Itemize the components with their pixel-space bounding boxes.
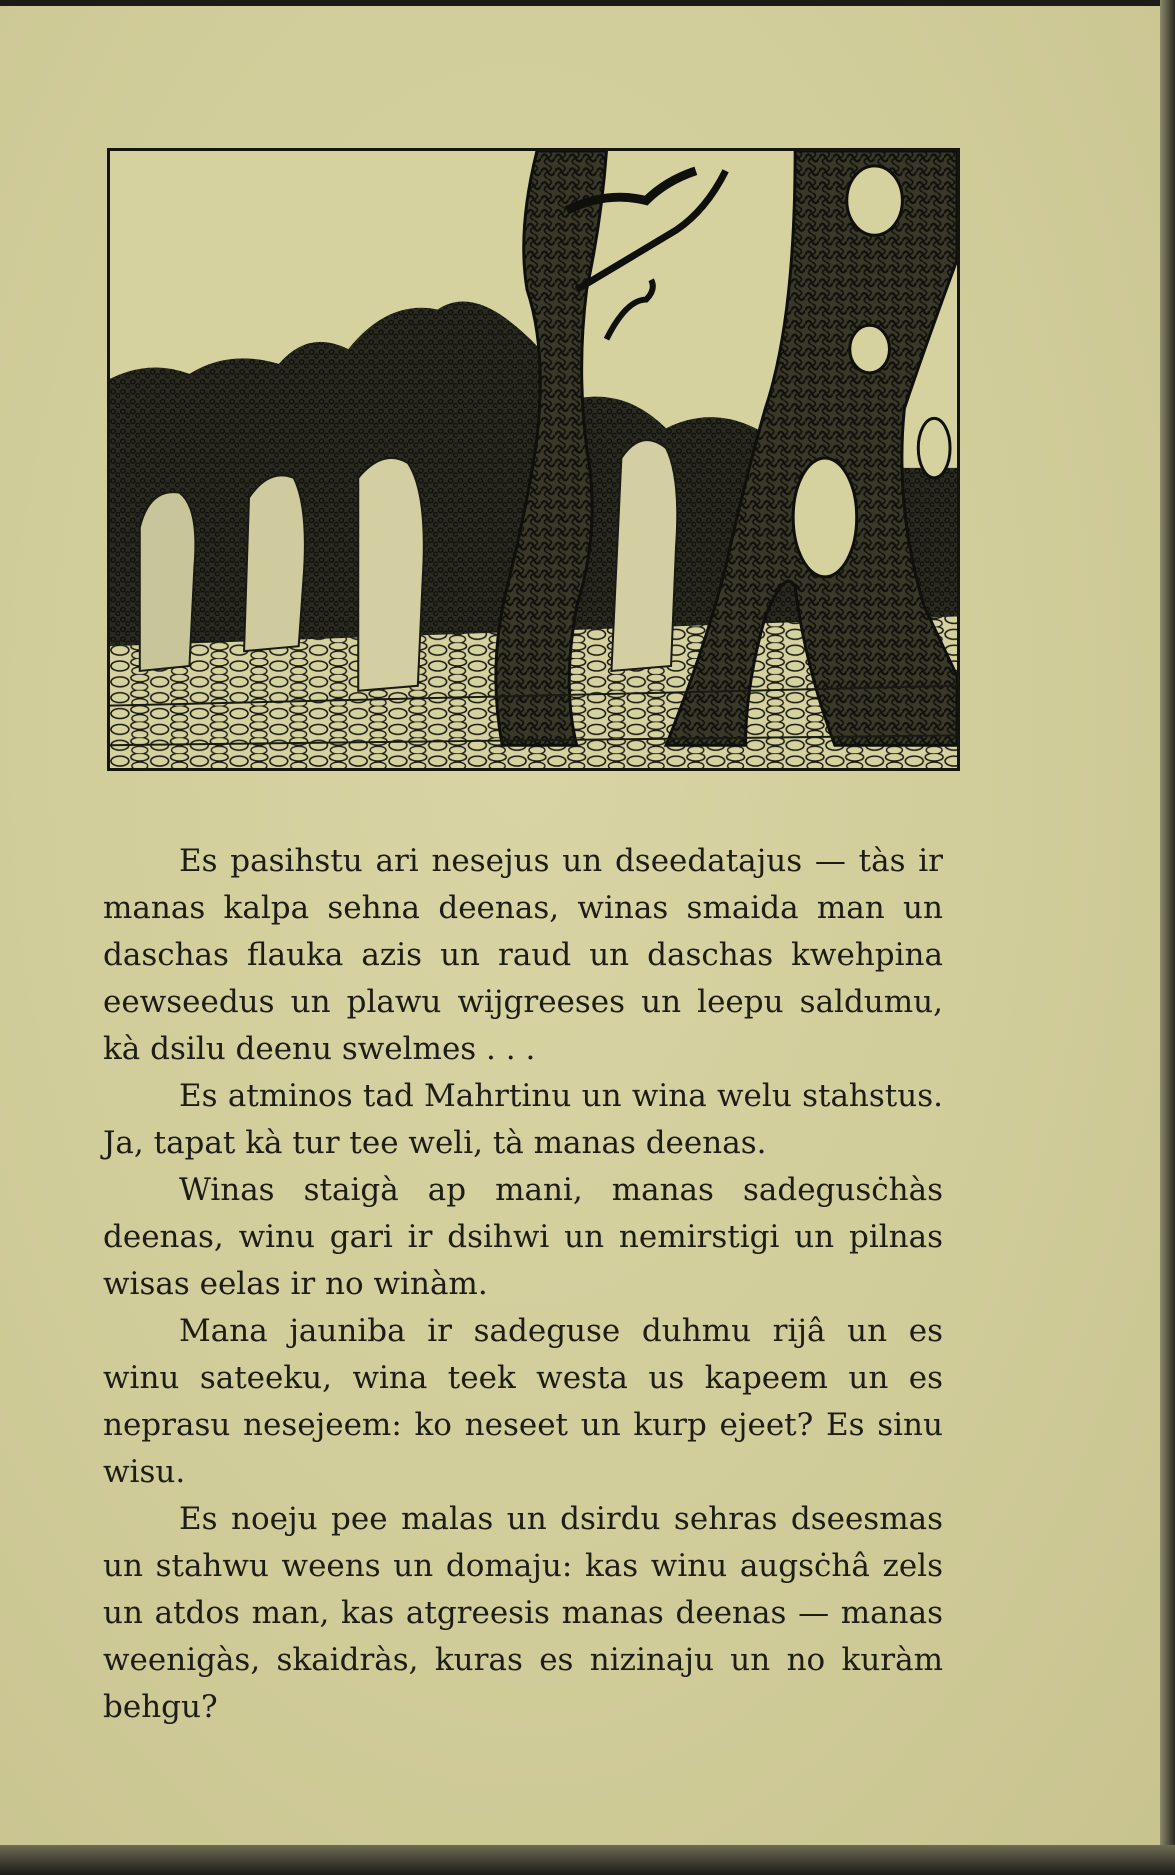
tree-hollow [847,166,903,235]
page-right-edge [1160,0,1175,1875]
figure [140,492,196,671]
paragraph: Es noeju pee malas un dsirdu sehras dseesmas un stahwu weens un domaju: kas winu augsċhâ zels un atdos man, kas atgreesis manas deenas — manas weenigàs, skaidràs, kuras es nizinaju un no kuràm behgu? [103,1501,943,1725]
figure [358,458,424,691]
tree-hollow [850,325,890,373]
figure [611,440,677,671]
ink-drawing [110,151,957,768]
paragraph: Es atminos tad Mahrtinu un wina welu stahstus. Ja, tapat kà tur tee weli, tà manas deenas. [103,1078,943,1161]
tree-hollow [793,458,857,577]
paragraph: Winas staigà ap mani, manas sadegusċhàs deenas, winu gari ir dsihwi un nemirstigi un pilnas wisas eelas ir no winàm. [103,1172,943,1302]
paragraph: Mana jauniba ir sadeguse duhmu rijâ un es winu sateeku, wina teek westa us kapeem un es neprasu nesejeem: ko neseet un kurp ejeet? Es sinu wisu. [103,1313,943,1490]
page-bottom-edge [0,1845,1175,1875]
forest-illustration [107,148,960,771]
figure [244,475,305,651]
tree-hollow [918,418,950,477]
paragraph: Es pasihstu ari nesejus un dseedatajus — tàs ir manas kalpa sehna deenas, winas smaida man un daschas flauka azis un raud un daschas kwehpina eewseedus un plawu wijgreeses un leepu saldumu, kà dsilu deenu swelmes . . . [103,843,943,1067]
body-text [103,838,943,1731]
page-top-edge [0,0,1175,6]
